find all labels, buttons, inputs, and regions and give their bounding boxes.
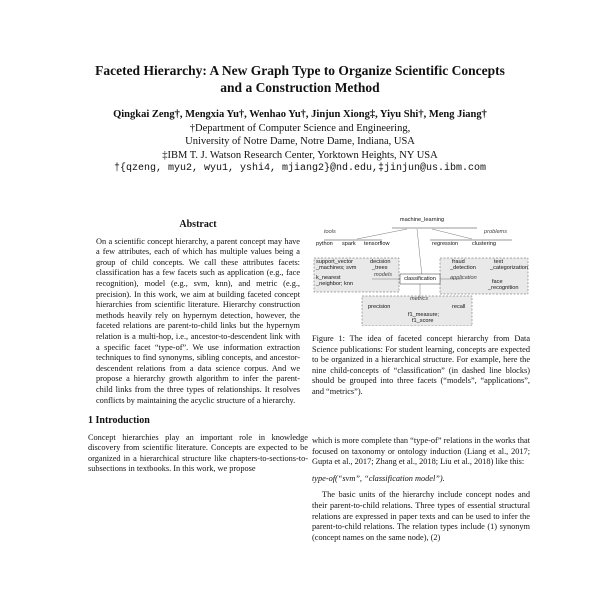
f1-line1: f1_measure; — [408, 312, 440, 318]
author-block — [40, 108, 560, 176]
clustering-label: clustering — [472, 241, 496, 247]
tensorflow-label: tensorflow — [364, 241, 390, 247]
model-knn-line2: _neighbor; knn — [316, 281, 354, 287]
metrics-facet-label: metrics — [410, 296, 429, 302]
f1-line2: f1_score — [412, 318, 434, 324]
model-knn-line1: k_nearest — [316, 275, 341, 281]
introduction-text: Concept hierarchies play an important role in knowledge discovery from scientific literature. Concepts are expected to be organized in a hierarchical structure like chapters-to-sections-to-subsections in textbooks. In this work, we propose — [88, 432, 308, 474]
affiliation-2: University of Notre Dame, Notre Dame, Indiana, USA — [185, 136, 415, 147]
text-categorization-line2: _categorization — [490, 265, 528, 271]
paper-title — [40, 62, 560, 96]
recall-label: recall — [452, 304, 466, 310]
title-line-1: Faceted Hierarchy: A New Graph Type to Organize Scientific Concepts — [95, 63, 505, 78]
abstract-text: On a scientific concept hierarchy, a parent concept may have a few attributes, each of which has multiple values being a group of child concepts. We call these attributes facets: classification has a few facets such as application (e.g., face recognition), model (e.g., svm, knn), and metric (e.g., precision). In this work, we aim at building faceted concept hierarchies from scientific literature. Hierarchy construction methods heavily rely on hypernym detection, however, the faceted relations are parent-to-child links but the hypernym relation is a multi-hop, i.e., ancestor-to-descendent link with a specific facet “type-of”. We use information extraction techniques to find synonyms, sibling concepts, and ancestor-descendent relations from a data science corpus. And we propose a hierarchy growth algorithm to infer the parent-child links from the three types of relationships. It resolves conflicts by maintaining the acyclic structure of a hierarchy. — [96, 236, 300, 405]
fraud-detection-line2: _detection — [450, 265, 476, 271]
fraud-detection-line1: fraud — [452, 259, 465, 265]
models-facet-label: models — [374, 272, 393, 278]
decision-trees-line1: decision — [370, 259, 391, 265]
application-facet-label: application — [450, 275, 477, 281]
spark-label: spark — [342, 241, 356, 247]
root-label: machine_learning — [399, 217, 445, 223]
abstract-heading: Abstract — [179, 219, 217, 230]
left-column — [88, 220, 308, 481]
right-column — [312, 216, 530, 549]
right-paragraph-2: The basic units of the hierarchy include concept nodes and their parent-to-child relations. Three types of essential structural relations are expressed in paper texts and can be used to infer the parent-to-child relations. The relation types include (1) synonym (concept names on the same node), (2) — [312, 490, 530, 542]
decision-trees-line2: _trees — [372, 265, 388, 271]
author-emails: †{qzeng, myu2, wyu1, yshi4, mjiang2}@nd.edu,‡jinjun@us.ibm.com — [113, 163, 487, 174]
edge-problems — [432, 229, 472, 239]
title-line-2: and a Construction Method — [220, 80, 380, 95]
model-svm-line1: support_vector — [316, 259, 354, 265]
problems-label: problems — [484, 229, 508, 235]
model-svm-line2: _machines; svm — [316, 265, 357, 271]
example-relation: type-of(“svm”, “classification model”). — [312, 473, 445, 483]
right-paragraph-1: which is more complete than “type-of” relations in the works that focused on taxonomy or ontology induction (Liang et al., 2017; Gupta et al., 2017; Zhang et al., 2018; Liu et al., 2018) like this: — [312, 436, 530, 467]
figure-1 — [312, 216, 530, 436]
edge-tools — [357, 229, 407, 239]
python-label: python — [316, 241, 333, 247]
affiliation-1: †Department of Computer Science and Engineering, — [189, 122, 411, 134]
regression-label: regression — [432, 241, 459, 247]
classification-label: classification — [404, 276, 436, 282]
face-recognition-line1: face — [492, 279, 503, 285]
introduction-heading: 1 Introduction — [88, 415, 150, 427]
text-categorization-line1: text — [494, 259, 504, 265]
precision-label: precision — [368, 304, 391, 310]
affiliation-3: ‡IBM T. J. Watson Research Center, Yorktown Heights, NY USA — [162, 149, 438, 161]
face-recognition-line2: _recognition — [488, 285, 519, 291]
figure-caption: Figure 1: The idea of faceted concept hierarchy from Data Science publications: For student learning, concepts are expected to be organized in a hierarchical structure. For example, here the nine child-concepts of “classification” (in dashed line blocks) should be grouped into three facets (“models”, “applications”, and “metrics”). — [312, 334, 530, 396]
author-names: Qingkai Zeng†, Mengxia Yu†, Wenhao Yu†, Jinjun Xiong‡, Yiyu Shi†, Meng Jiang† — [113, 109, 487, 120]
edge-classification — [417, 229, 422, 276]
tools-label: tools — [324, 229, 336, 235]
